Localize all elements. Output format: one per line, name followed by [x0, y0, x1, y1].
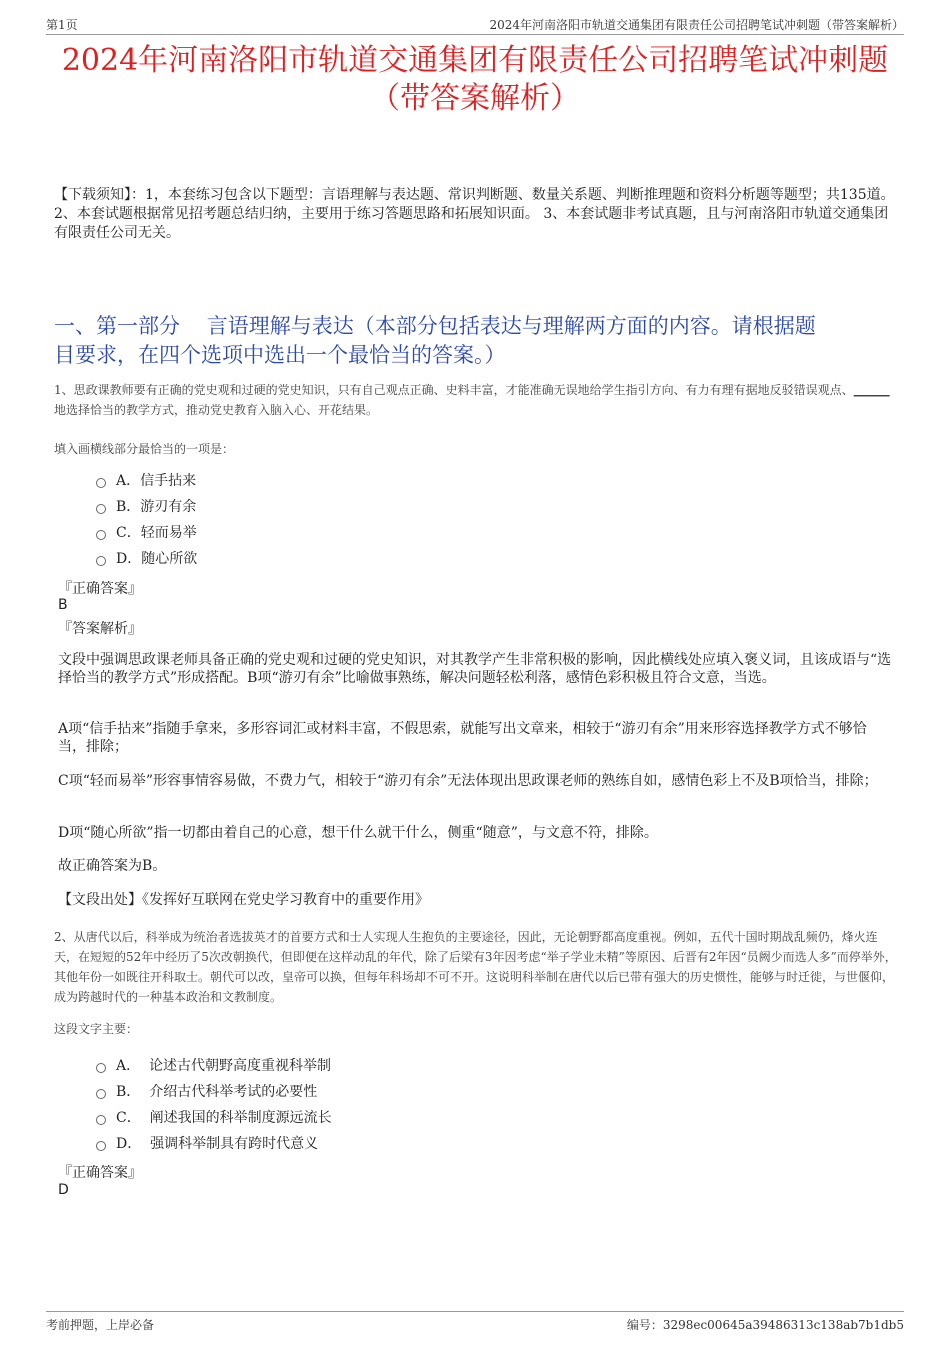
question-1-option-d[interactable] [96, 545, 197, 571]
section-heading-line-1: 一、第一部分 言语理解与表达（本部分包括表达与理解两方面的内容。请根据题 [54, 314, 816, 338]
footer-slogan: 考前押题，上岸必备 [46, 1318, 155, 1332]
analysis-conclusion: 故正确答案为B。 [58, 858, 167, 874]
radio-icon[interactable] [96, 1063, 106, 1073]
section-heading-line-2: 目要求，在四个选项中选出一个最恰当的答案。） [54, 343, 506, 367]
option-label: D．随心所欲 [116, 551, 198, 567]
question-2-stem: 2、从唐代以后，科举成为统治者选拔英才的首要方式和士人实现人生抱负的主要途径，因此，无论朝野都高度重视。例如，五代十国时期战乱频仍，烽火连天，在短短的52年中经历了5次改朝换代，但即便在这样动乱的年代，除了后梁有3年因考虑“举子学业未精”等原因、后晋有2年因“员阙少而选人多”而停举外，其他年份一如既往开科取士。朝代可以改，皇帝可以换，但每年科场却不可不开。这说明科举制在唐代以后已带有强大的历史惯性，能够与时迁徙，与世偃仰，成为跨越时代的一种基本政治和文教制度。 [54, 930, 897, 1004]
passage-source: 【文段出处】《发挥好互联网在党史学习教育中的重要作用》 [58, 892, 429, 908]
radio-icon[interactable] [96, 556, 106, 566]
radio-icon[interactable] [96, 530, 106, 540]
document-title [40, 42, 910, 118]
question-2-options [96, 1052, 332, 1156]
footer-doc-id: 编号：3298ec00645a39486313c138ab7b1db5 [626, 1318, 904, 1332]
page-number: 第1页 [46, 18, 78, 32]
title-line-1: 2024年河南洛阳市轨道交通集团有限责任公司招聘笔试冲刺题 [61, 43, 889, 78]
radio-icon[interactable] [96, 1115, 106, 1125]
option-label: A．信手拈来 [116, 473, 197, 489]
question-2-option-c[interactable] [96, 1104, 332, 1130]
question-1-stem-part-a: 1、思政课教师要有正确的党史观和过硬的党史知识，只有自己观点正确、史料丰富，才能准确无误地给学生指引方向、有力有理有据地反驳错误观点、 [54, 383, 854, 397]
option-label: A． 论述古代朝野高度重视科举制 [116, 1058, 332, 1074]
analysis-paragraph: 文段中强调思政课老师具备正确的党史观和过硬的党史知识，对其教学产生非常积极的影响，因此横线处应填入褒义词，且该成语与“选择恰当的教学方式”形成搭配。B项“游刃有余”比喻做事熟练，解决问题轻松利落，感情色彩积极且符合文意，当选。 [58, 652, 892, 686]
option-label: C．轻而易举 [116, 525, 197, 541]
question-1-blank: ______ [853, 383, 890, 397]
question-1-option-c[interactable] [96, 519, 197, 545]
option-label: B． 介绍古代科举考试的必要性 [116, 1084, 318, 1100]
question-1-stem-part-b: 地选择恰当的教学方式，推动党史教育入脑入心、开花结果。 [54, 403, 379, 417]
page-footer [46, 1311, 904, 1334]
header-doc-title: 2024年河南洛阳市轨道交通集团有限责任公司招聘笔试冲刺题（带答案解析） [489, 18, 904, 32]
question-1-prompt: 填入画横线部分最恰当的一项是： [54, 442, 235, 456]
question-1-analysis-title: 『答案解析』 [58, 621, 142, 637]
section-heading [54, 312, 900, 370]
question-1-option-a[interactable] [96, 467, 197, 493]
download-notice: 【下载须知】：1，本套练习包含以下题型：言语理解与表达题、常识判断题、数量关系题、判断推理题和资料分析题等题型；共135道。 2、本套试题根据常见招考题总结归纳，主要用于练习答题思路和拓展知识面。 3、本套试题非考试真题，且与河南洛阳市轨道交通集团有限责任公司无关。 [54, 187, 895, 241]
question-2-answer: D [58, 1182, 69, 1198]
analysis-paragraph: C项“轻而易举”形容事情容易做，不费力气，相较于“游刃有余”无法体现出思政课老师的熟练自如，感情色彩上不及B项恰当，排除； [58, 773, 878, 789]
option-label: B．游刃有余 [116, 499, 197, 515]
question-2-prompt: 这段文字主要： [54, 1022, 139, 1036]
question-2-option-d[interactable] [96, 1130, 332, 1156]
question-1-stem [54, 380, 900, 420]
analysis-paragraph: D项“随心所欲”指一切都由着自己的心意，想干什么就干什么，侧重“随意”，与文意不符，排除。 [58, 825, 658, 841]
question-2-option-b[interactable] [96, 1078, 332, 1104]
question-1-option-b[interactable] [96, 493, 197, 519]
radio-icon[interactable] [96, 504, 106, 514]
analysis-paragraph: A项“信手拈来”指随手拿来，多形容词汇或材料丰富，不假思索，就能写出文章来，相较于“游刃有余”用来形容选择教学方式不够恰当，排除； [58, 721, 867, 755]
question-2-option-a[interactable] [96, 1052, 332, 1078]
title-line-2: （带答案解析） [370, 81, 580, 116]
question-1-answer-title: 『正确答案』 [58, 581, 142, 597]
question-1-answer: B [58, 597, 68, 613]
question-2-answer-title: 『正确答案』 [58, 1165, 142, 1181]
radio-icon[interactable] [96, 1089, 106, 1099]
option-label: D． 强调科举制具有跨时代意义 [116, 1136, 319, 1152]
page-header [46, 14, 904, 35]
radio-icon[interactable] [96, 1141, 106, 1151]
radio-icon[interactable] [96, 478, 106, 488]
option-label: C． 阐述我国的科举制度源远流长 [116, 1110, 332, 1126]
question-1-options [96, 467, 197, 571]
